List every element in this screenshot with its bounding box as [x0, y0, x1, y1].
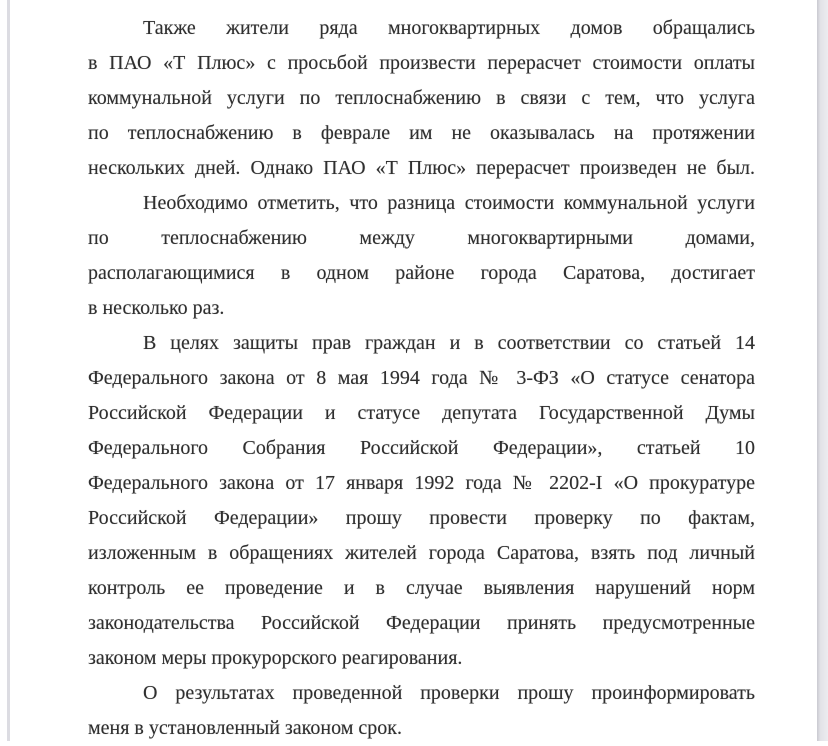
paragraph — [88, 676, 755, 746]
paragraph — [88, 326, 755, 676]
text-line: Российской Федерации» прошу провести проверку по фактам, — [88, 507, 755, 529]
text-line: меня в установленный законом срок. — [88, 717, 402, 739]
text-line: располагающимися в одном районе города Саратова, достигает — [88, 262, 755, 284]
text-line: в ПАО «Т Плюс» с просьбой произвести перерасчет стоимости оплаты — [88, 52, 755, 74]
paragraph — [88, 11, 755, 186]
text-line: Федерального Собрания Российской Федерации», статьей 10 — [88, 437, 755, 459]
text-line: изложенным в обращениях жителей города Саратова, взять под личный — [88, 542, 755, 564]
viewer-edge-strip — [817, 0, 828, 741]
text-line: Необходимо отметить, что разница стоимости коммунальной услуги — [143, 192, 755, 214]
page-edge-line — [7, 0, 10, 741]
text-line: Федерального закона от 17 января 1992 года № 2202-I «О прокуратуре — [88, 472, 755, 494]
text-line: коммунальной услуги по теплоснабжению в связи с тем, что услуга — [88, 87, 755, 109]
text-line: О результатах проведенной проверки прошу проинформировать — [143, 682, 755, 704]
text-line: Российской Федерации и статусе депутата Государственной Думы — [88, 402, 755, 424]
text-line: контроль ее проведение и в случае выявления нарушений норм — [88, 577, 755, 599]
text-line: по теплоснабжению между многоквартирными домами, — [88, 227, 755, 249]
document-page — [88, 11, 755, 746]
text-line: в несколько раз. — [88, 297, 225, 319]
paragraph — [88, 186, 755, 326]
text-line: по теплоснабжению в феврале им не оказывалась на протяжении — [88, 122, 755, 144]
text-line: Также жители ряда многоквартирных домов обращались — [143, 17, 755, 39]
text-line: законом меры прокурорского реагирования. — [88, 647, 463, 669]
text-line: Федерального закона от 8 мая 1994 года № 3-ФЗ «О статусе сенатора — [88, 367, 755, 389]
text-line: В целях защиты прав граждан и в соответствии со статьей 14 — [143, 332, 755, 354]
text-line: законодательства Российской Федерации принять предусмотренные — [88, 612, 755, 634]
text-line: нескольких дней. Однако ПАО «Т Плюс» перерасчет произведен не был. — [88, 157, 755, 179]
